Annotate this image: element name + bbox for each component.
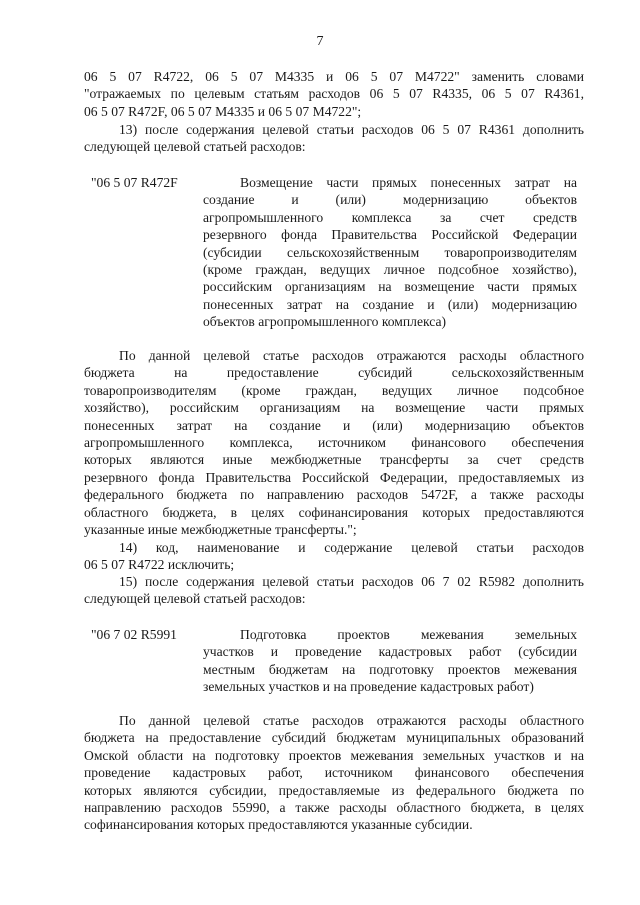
text-line: российским организациям на возмещение части прямых (203, 279, 577, 295)
text-line: 14) код, наименование и содержание целевой статьи расходов (119, 540, 584, 555)
article-explanation-2 (84, 712, 584, 834)
article-explanation-1 (84, 347, 584, 538)
text-line: Возмещение части прямых понесенных затрат на (240, 175, 577, 190)
article-description (203, 626, 577, 696)
text-line: объектов агропромышленного комплекса) (203, 314, 447, 330)
text-line: резервного фонда Правительства Российской Федерации, предоставляемых из (84, 469, 584, 485)
text-line: По данной целевой статье расходов отражаются расходы областного (119, 348, 584, 363)
text-line: федерального бюджета по направлению расходов 5472F, а также расходы (84, 487, 584, 503)
item-15 (84, 573, 584, 608)
text-line: местным бюджетам на подготовку проектов межевания (203, 661, 577, 677)
text-line: (субсидии сельскохозяйственным товаропроизводителям (203, 244, 577, 260)
text-line: участков и проведение кадастровых работ (субсидии (203, 644, 577, 660)
page-number: 7 (316, 34, 324, 49)
text-line: создание и (или) модернизацию объектов (203, 192, 577, 208)
text-line: хозяйство), российским организациям на возмещение части прямых (84, 400, 584, 416)
article-description (203, 174, 577, 331)
text-line: направлению расходов 55990, а также расходы областного бюджета, в целях (84, 799, 584, 815)
intro-paragraph (84, 68, 584, 120)
text-line: агропромышленного комплекса за счет средств (203, 209, 577, 225)
text-line: областного бюджета, в целях софинансирования которых предоставляются (84, 504, 584, 520)
text-line: 06 5 07 R4722, 06 5 07 M4335 и 06 5 07 M4722" заменить словами (84, 69, 584, 84)
text-line: Подготовка проектов межевания земельных (240, 627, 577, 642)
text-line: резервного фонда Правительства Российской Федерации (203, 227, 577, 243)
text-line: софинансирования которых предоставляются указанные субсидии. (84, 817, 473, 833)
text-line: товаропроизводителям (кроме граждан, ведущих личное подсобное (84, 382, 584, 398)
item-14 (84, 539, 584, 574)
text-line: "отражаемых по целевым статьям расходов 06 5 07 R4335, 06 5 07 R4361, (84, 86, 584, 102)
text-line: следующей целевой статьей расходов: (84, 591, 306, 607)
text-line: бюджета на предоставление субсидий бюджетам муниципальных образований (84, 730, 584, 746)
text-line: следующей целевой статьей расходов: (84, 139, 306, 155)
text-line: земельных участков и на проведение кадастровых работ) (203, 679, 534, 695)
article-code: "06 5 07 R472F (91, 175, 178, 190)
text-line: 06 5 07 R472F, 06 5 07 M4335 и 06 5 07 M4722"; (84, 103, 362, 119)
text-line: 06 5 07 R4722 исключить; (84, 557, 235, 573)
text-line: понесенных затрат на создание и (или) модернизацию (203, 296, 577, 312)
text-line: (кроме граждан, ведущих личное подсобное хозяйство), (203, 261, 577, 277)
text-line: понесенных затрат на создание и (или) модернизацию объектов (84, 417, 584, 433)
text-line: 15) после содержания целевой статьи расходов 06 7 02 R5982 дополнить (119, 574, 584, 589)
text-line: которых являются иные межбюджетные трансферты за счет средств (84, 452, 584, 468)
item-13 (84, 121, 584, 156)
text-line: По данной целевой статье расходов отражаются расходы областного (119, 713, 584, 728)
text-line: бюджета на предоставление субсидий сельскохозяйственным (84, 365, 584, 381)
text-line: 13) после содержания целевой статьи расходов 06 5 07 R4361 дополнить (119, 122, 584, 137)
text-line: указанные иные межбюджетные трансферты."; (84, 521, 357, 537)
text-line: проведение кадастровых работ, источником финансового обеспечения (84, 765, 584, 781)
text-line: Омской области на подготовку проектов межевания земельных участков и на (84, 747, 584, 763)
article-code: "06 7 02 R5991 (91, 627, 177, 642)
text-line: агропромышленного комплекса, источником финансового обеспечения (84, 434, 584, 450)
text-line: которых являются субсидии, предоставляемые из федерального бюджета по (84, 782, 584, 798)
